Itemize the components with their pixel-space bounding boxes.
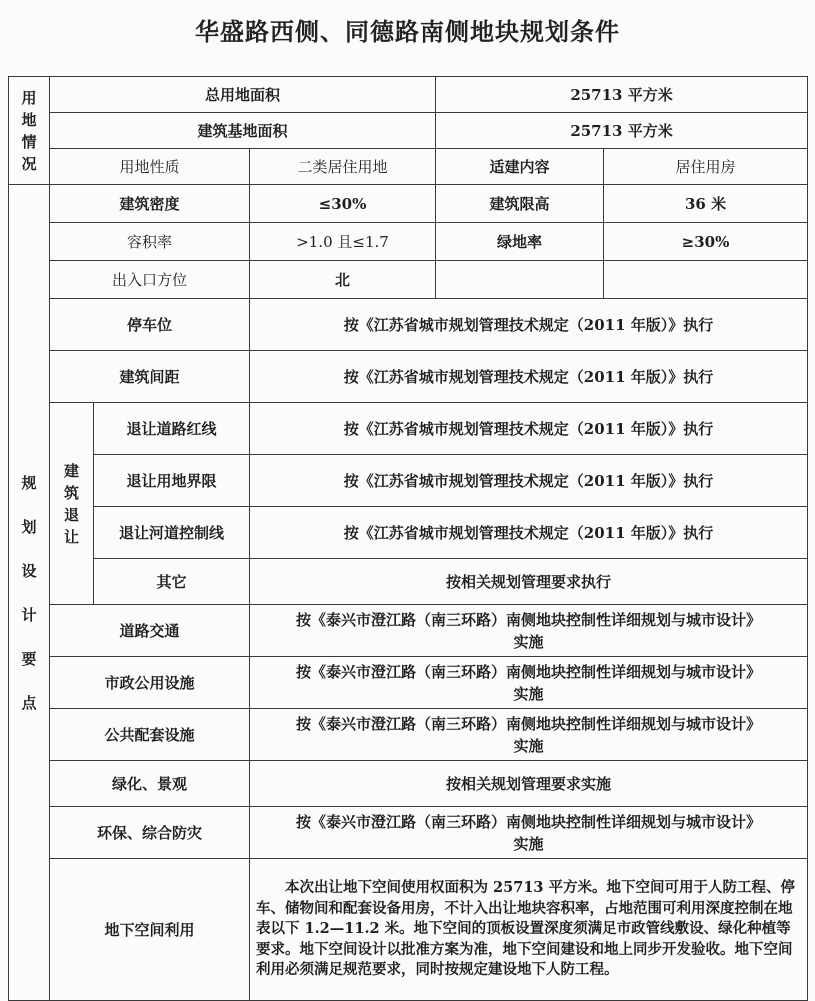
public-facilities-value	[250, 709, 808, 761]
municipal-value-line: 实施	[513, 684, 544, 703]
parking-value: 按《江苏省城市规划管理技术规定（2011 年版）》执行	[250, 299, 808, 351]
empty-cell	[436, 261, 604, 299]
municipal-value-line: 按《泰兴市澄江路（南三环路）南侧地块控制性详细规划与城市设计》	[296, 662, 762, 681]
public-facilities-value-line: 实施	[513, 736, 544, 755]
table-row	[9, 559, 808, 605]
planning-group-char: 划	[21, 517, 37, 536]
far-label: 容积率	[50, 223, 250, 261]
table-row	[9, 261, 808, 299]
entrance-value: 北	[250, 261, 436, 299]
table-row	[9, 657, 808, 709]
table-row	[9, 709, 808, 761]
table-row	[9, 223, 808, 261]
entrance-label: 出入口方位	[50, 261, 250, 299]
density-value: ≤30%	[250, 185, 436, 223]
land-nature-label: 用地性质	[50, 149, 250, 185]
table-row	[9, 149, 808, 185]
base-area-label: 建筑基地面积	[50, 113, 436, 149]
planning-conditions-table	[8, 76, 808, 1001]
spacing-label: 建筑间距	[50, 351, 250, 403]
total-area-label: 总用地面积	[50, 77, 436, 113]
river-setback-value: 按《江苏省城市规划管理技术规定（2011 年版）》执行	[250, 507, 808, 559]
total-area-value: 25713 平方米	[436, 77, 808, 113]
page-title: 华盛路西侧、同德路南侧地块规划条件	[195, 17, 620, 46]
height-label: 建筑限高	[436, 185, 604, 223]
landscape-value: 按相关规划管理要求实施	[250, 761, 808, 807]
suitable-content-label: 适建内容	[436, 149, 604, 185]
underground-label: 地下空间利用	[50, 859, 250, 1001]
empty-cell	[604, 261, 808, 299]
municipal-value	[250, 657, 808, 709]
setback-group-char: 筑	[63, 483, 79, 502]
far-value: >1.0 且≤1.7	[250, 223, 436, 261]
table-row	[9, 605, 808, 657]
height-value: 36 米	[604, 185, 808, 223]
table-row	[9, 113, 808, 149]
planning-group-char: 规	[21, 473, 37, 492]
traffic-label: 道路交通	[50, 605, 250, 657]
environment-label: 环保、综合防灾	[50, 807, 250, 859]
planning-group-char: 点	[21, 693, 37, 712]
planning-group-char: 要	[21, 649, 37, 668]
landscape-label: 绿化、景观	[50, 761, 250, 807]
setback-group-cell	[50, 403, 94, 605]
green-label: 绿地率	[436, 223, 604, 261]
municipal-label: 市政公用设施	[50, 657, 250, 709]
planning-group-char: 计	[21, 605, 37, 624]
land-use-group-char: 用	[21, 88, 37, 107]
parking-label: 停车位	[50, 299, 250, 351]
table-row	[9, 185, 808, 223]
base-area-value: 25713 平方米	[436, 113, 808, 149]
other-value: 按相关规划管理要求执行	[250, 559, 808, 605]
table-row	[9, 299, 808, 351]
environment-value	[250, 807, 808, 859]
setback-group-char: 退	[63, 505, 79, 524]
spacing-value: 按《江苏省城市规划管理技术规定（2011 年版）》执行	[250, 351, 808, 403]
traffic-value-line: 按《泰兴市澄江路（南三环路）南侧地块控制性详细规划与城市设计》	[296, 610, 762, 629]
table-row	[9, 761, 808, 807]
land-use-group-char: 地	[21, 110, 37, 129]
boundary-setback-value: 按《江苏省城市规划管理技术规定（2011 年版）》执行	[250, 455, 808, 507]
other-label: 其它	[94, 559, 250, 605]
setback-group-char: 让	[63, 527, 79, 546]
land-use-group-cell	[9, 77, 50, 185]
land-nature-value: 二类居住用地	[250, 149, 436, 185]
planning-group-cell	[9, 185, 50, 1001]
traffic-value	[250, 605, 808, 657]
green-value: ≥30%	[604, 223, 808, 261]
underground-value: 本次出让地下空间使用权面积为 25713 平方米。地下空间可用于人防工程、停车、储物间和配套设备用房，不计入出让地块容积率，占地范围可利用深度控制在地表以下 1.2—11.2 米。地下空间的顶板设置深度须满足市政管线敷设、绿化种植等要求。地下空间设计以批准方案为准，地下空间建设和地上同步开发验收。地下空间利用必须满足规范要求，同时按规定建设地下人防工程。	[250, 859, 808, 1001]
suitable-content-value: 居住用房	[604, 149, 808, 185]
environment-value-line: 按《泰兴市澄江路（南三环路）南侧地块控制性详细规划与城市设计》	[296, 812, 762, 831]
land-use-group-char: 况	[21, 154, 37, 173]
public-facilities-value-line: 按《泰兴市澄江路（南三环路）南侧地块控制性详细规划与城市设计》	[296, 714, 762, 733]
road-setback-label: 退让道路红线	[94, 403, 250, 455]
environment-value-line: 实施	[513, 834, 544, 853]
planning-group-char: 设	[21, 561, 37, 580]
boundary-setback-label: 退让用地界限	[94, 455, 250, 507]
table-row	[9, 77, 808, 113]
table-row	[9, 351, 808, 403]
table-row	[9, 859, 808, 1001]
table-row	[9, 507, 808, 559]
table-row	[9, 403, 808, 455]
public-facilities-label: 公共配套设施	[50, 709, 250, 761]
river-setback-label: 退让河道控制线	[94, 507, 250, 559]
setback-group-char: 建	[63, 461, 79, 480]
traffic-value-line: 实施	[513, 632, 544, 651]
density-label: 建筑密度	[50, 185, 250, 223]
land-use-group-char: 情	[21, 132, 37, 151]
table-row	[9, 807, 808, 859]
table-row	[9, 455, 808, 507]
road-setback-value: 按《江苏省城市规划管理技术规定（2011 年版）》执行	[250, 403, 808, 455]
